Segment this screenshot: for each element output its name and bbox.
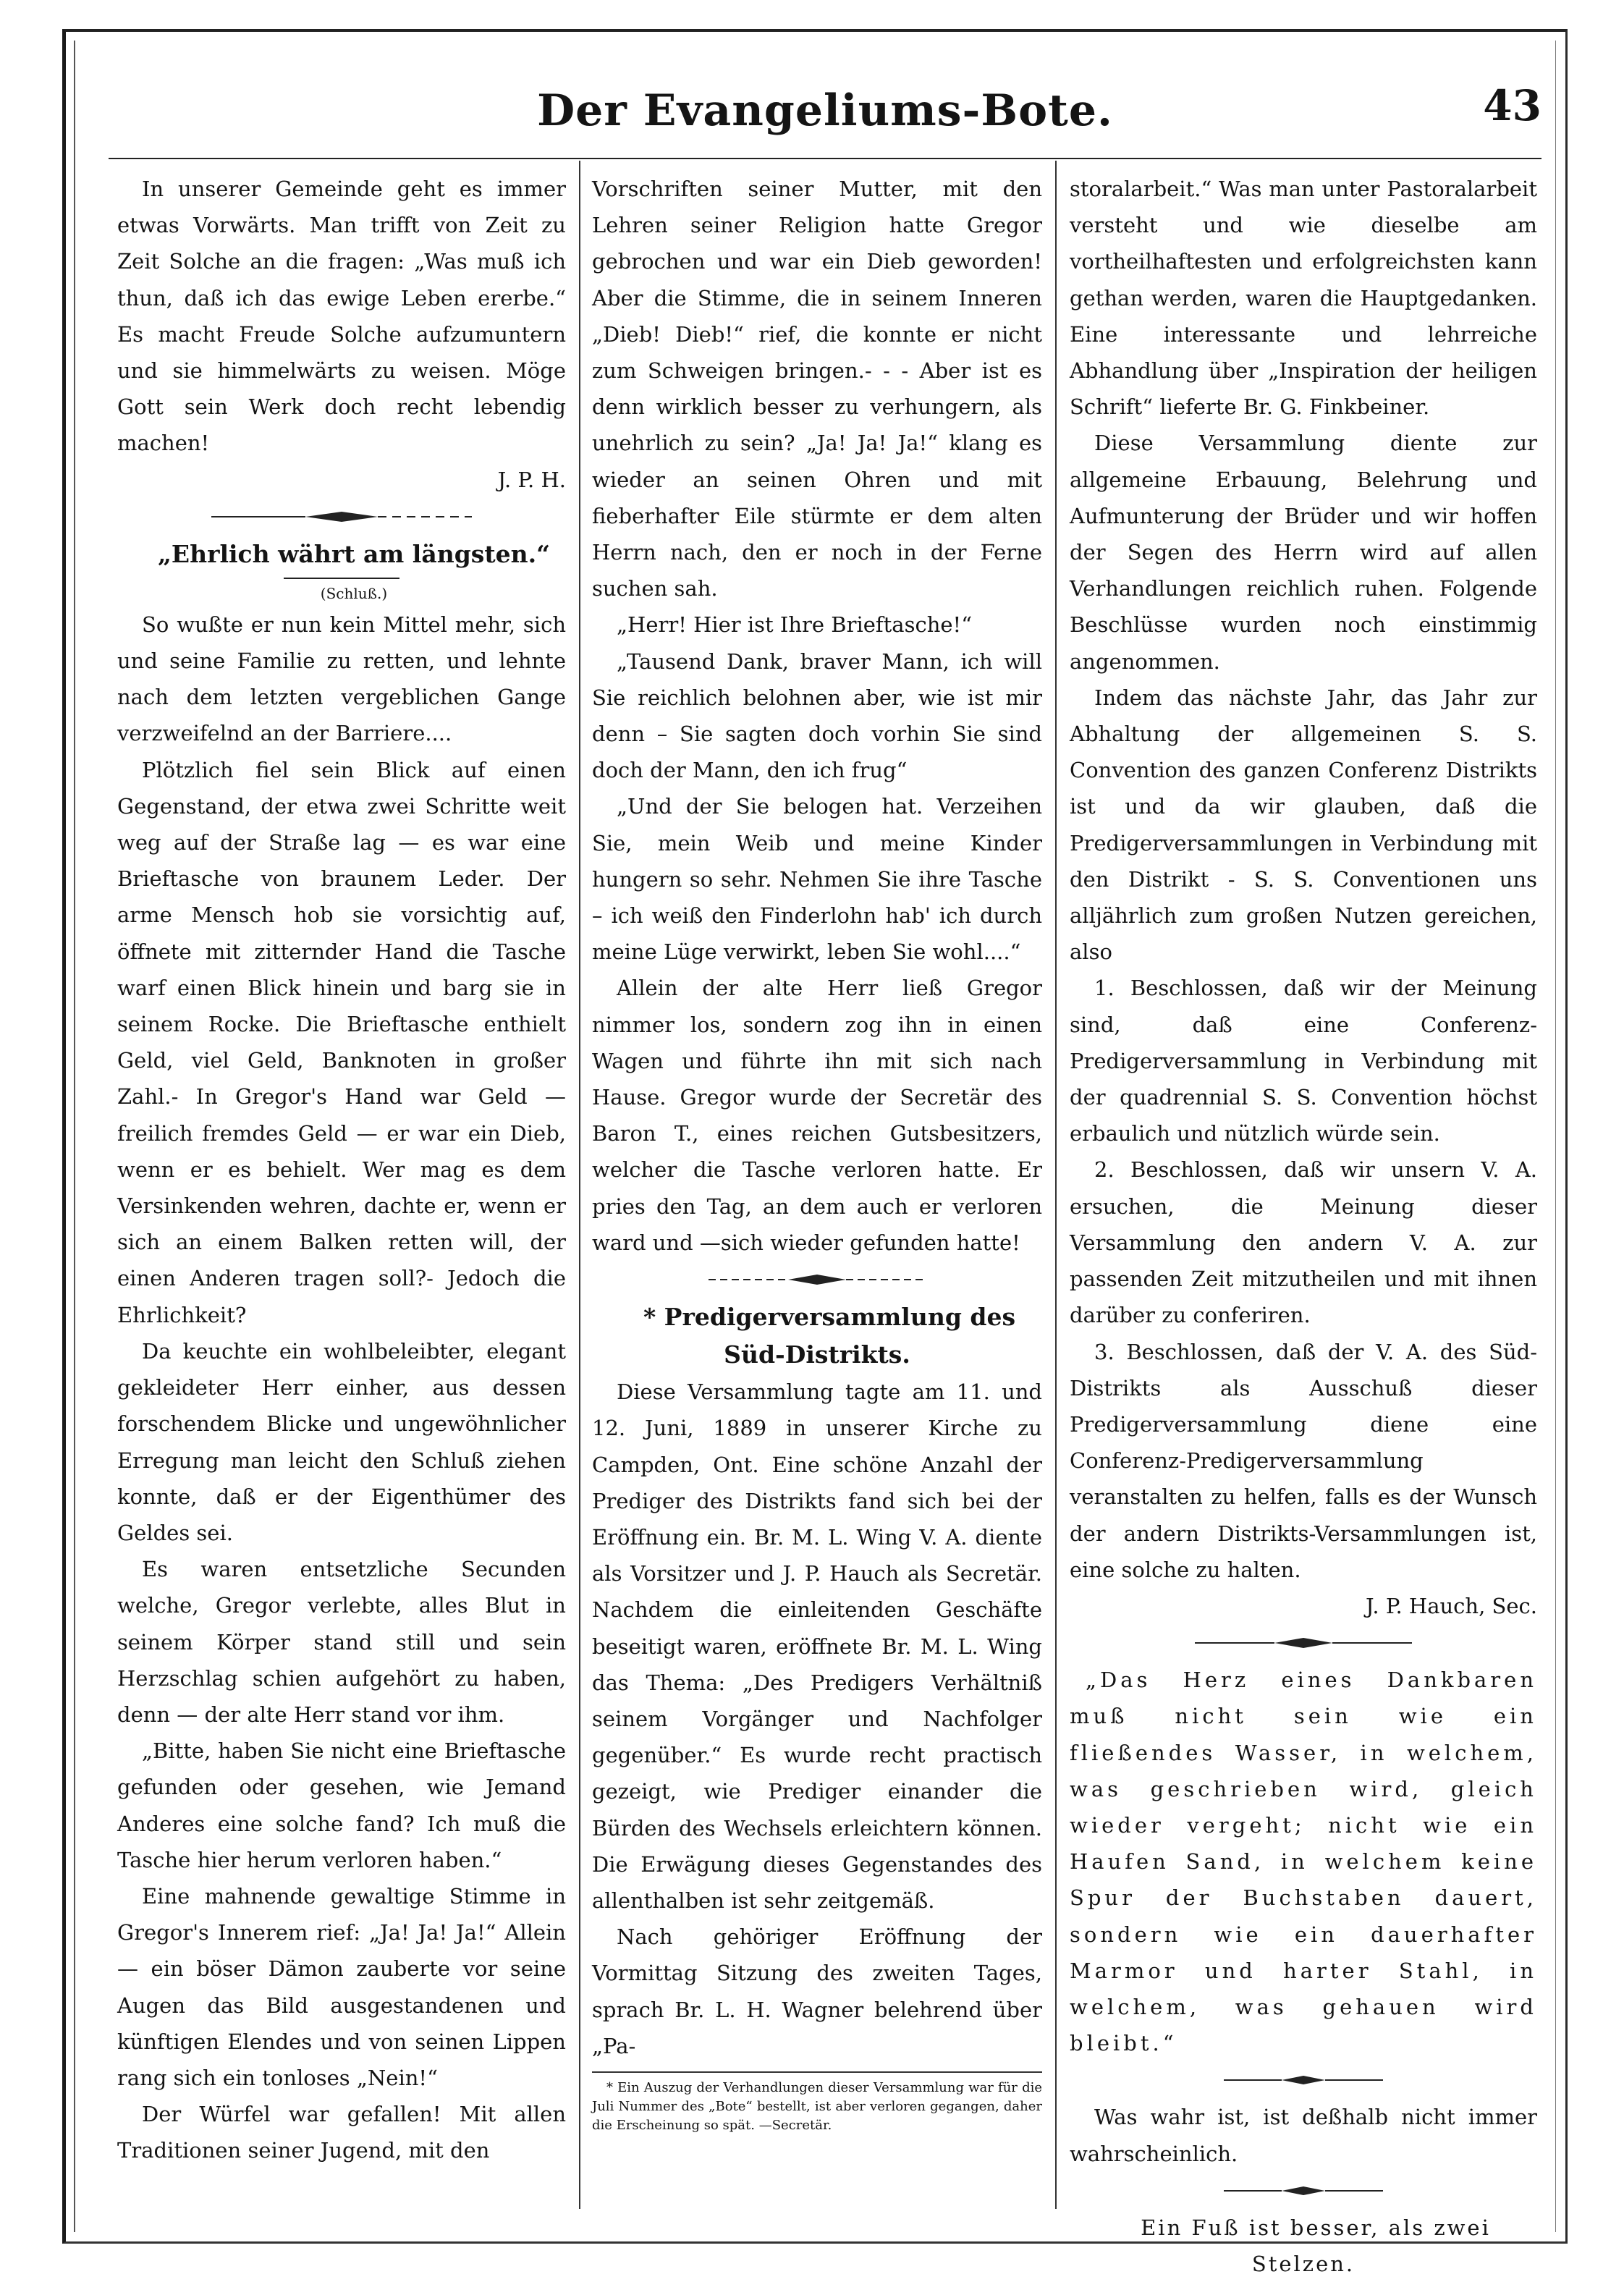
ornament-divider xyxy=(117,498,566,536)
story-paragraph: „Herr! Hier ist Ihre Brieftasche!“ xyxy=(617,612,973,638)
ornament-divider xyxy=(1070,1624,1537,1662)
report-signature: J. P. Hauch, Sec. xyxy=(1366,1593,1537,1618)
report-title: * Predigerversammlung des Süd-Distrikts. xyxy=(643,1303,1016,1369)
ornament-divider xyxy=(1070,2061,1537,2099)
story-paragraph: Allein der alte Herr ließ Gregor nimmer los, sondern zog ihn in einen Wagen und führte ihn mit sich nach Hause. Gregor wurde der Secretär des Baron T., eines reichen Gutsbesitzers, welcher die Tasche verloren hatte. Er pries den Tag, an dem auch er verloren ward und —sich wieder gefunden hatte! xyxy=(592,976,1042,1255)
column-1 xyxy=(117,171,566,2169)
story-paragraph: Da keuchte ein wohlbeleibter, elegant gekleideter Herr einher, aus dessen forschendem Blicke und ungewöhnlicher Erregung man leicht den Schluß ziehen konnte, daß er der Eigenthümer des Geldes sei. xyxy=(117,1338,566,1545)
story-paragraph: „Tausend Dank, braver Mann, ich will Sie reichlich belohnen aber, wie ist mir denn – Sie sagten doch vorhin Sie sind doch der Mann, den ich frug“ xyxy=(592,648,1042,783)
resolution: 1. Beschlossen, daß wir der Meinung sind, daß eine Conferenz-Predigerversammlung in Verbindung mit der quadrennial S. S. Convention höchst erbaulich und nützlich würde sein. xyxy=(1070,976,1537,1146)
report-paragraph: Nach gehöriger Eröffnung der Vormittag Sitzung des zweiten Tages, sprach Br. L. H. Wagner belehrend über „Pa- xyxy=(592,1924,1042,2058)
title-rule xyxy=(284,578,399,579)
story-paragraph: „Und der Sie belogen hat. Verzeihen Sie, mein Weib und meine Kinder hungern so sehr. Nehmen Sie ihre Tasche – ich weiß den Finderlohn hab' ich durch meine Lüge verwirkt, leben Sie wohl....“ xyxy=(592,794,1042,965)
page-number: 43 xyxy=(1483,81,1541,130)
column-2 xyxy=(592,171,1042,2135)
story-title: „Ehrlich währt am längsten.“ xyxy=(157,539,551,568)
story-paragraph: Eine mahnende gewaltige Stimme in Gregor's Innerem rief: „Ja! Ja! Ja!“ Allein — ein böser Dämon zauberte vor seine Augen das Bild ausgestandenen und künftigen Elendes und von seinen Lippen rang sich ein tonloses „Nein!“ xyxy=(117,1883,566,2090)
resolution: 2. Beschlossen, daß wir unsern V. A. ersuchen, die Meinung dieser Versammlung den andern V. A. zur passenden Zeit mitzutheilen und mit ihnen darüber zu conferiren. xyxy=(1070,1157,1537,1328)
story-paragraph: So wußte er nun kein Mittel mehr, sich und seine Familie zu retten, und lehnte nach dem letzten vergeblichen Gange verzweifelnd an der Barriere.... xyxy=(117,612,566,746)
column-divider xyxy=(579,161,580,2209)
story-paragraph: Es waren entsetzliche Secunden welche, Gregor verlebte, alles Blut in seinem Körper stand still und sein Herzschlag schien aufgehört zu haben, denn — der alte Herr stand vor ihm. xyxy=(117,1557,566,1727)
story-paragraph: Plötzlich fiel sein Blick auf einen Gegenstand, der etwa zwei Schritte weit weg auf der Straße lag — es war eine Brieftasche von braunem Leder. Der arme Mensch hob sie vorsichtig auf, öffnete mit zitternder Hand die Tasche warf einen Blick hinein und barg sie in seinem Rocke. Die Brieftasche enthielt Geld, viel Geld, Banknoten in großer Zahl.- In Gregor's Hand war Geld — freilich fremdes Geld — er war ein Dieb, wenn er es behielt. Wer mag es dem Versinkenden wehren, dachte er, wenn er sich an einem Balken retten will, der einen Anderen tragen soll?- Jedoch die Ehrlichkeit? xyxy=(117,757,566,1327)
ornament-divider xyxy=(1070,2172,1537,2210)
header-rule xyxy=(109,158,1541,159)
resolution: 3. Beschlossen, daß der V. A. des Süd-Distrikts als Ausschuß dieser Predigerversammlung diene eine Conferenz-Predigerversammlung veranstalten zu helfen, falls es der Wunsch der andern Distrikts-Versammlungen ist, eine solche zu halten. xyxy=(1070,1339,1537,1582)
intro-paragraph: In unserer Gemeinde geht es immer etwas Vorwärts. Man trifft von Zeit zu Zeit Solche an die fragen: „Was muß ich thun, daß ich das ewige Leben ererbe.“ Es macht Freude Solche aufzumuntern und sie himmelwärts zu weisen. Möge Gott sein Werk doch recht lebendig machen! xyxy=(117,177,566,456)
column-divider xyxy=(1055,161,1057,2209)
ornament-divider xyxy=(592,1261,1042,1298)
report-paragraph: Diese Versammlung diente zur allgemeine Erbauung, Belehrung und Aufmunterung der Brüder und wir hoffen der Segen des Herrn wird auf allen Verhandlungen reichlich ruhen. Folgende Beschlüsse wurden noch einstimmig angenommen. xyxy=(1070,431,1537,674)
motto-block xyxy=(1070,1662,1537,2061)
masthead xyxy=(109,72,1541,152)
maxim: Was wahr ist, ist deßhalb nicht immer wahrscheinlich. xyxy=(1070,2105,1537,2166)
story-paragraph: Vorschriften seiner Mutter, mit den Lehren seiner Religion hatte Gregor gebrochen und war ein Dieb geworden! Aber die Stimme, die in seinem Inneren „Dieb! Dieb!“ rief, die konnte er nicht zum Schweigen bringen.- - - Aber ist es denn wirklich besser zu verhungern, als unehrlich zu sein? „Ja! Ja! Ja!“ klang es wieder an seinen Ohren und mit fieberhafter Eile stürmte er dem alten Herrn nach, den er noch in der Ferne suchen sah. xyxy=(592,177,1042,601)
motto-text: „Das Herz eines Dankbaren muß nicht sein wie ein fließendes Wasser, in welchem, was geschrieben wird, gleich wieder vergeht; nicht wie ein Haufen Sand, in welchem keine Spur der Buchstaben dauert, sondern wie ein dauerhafter Marmor und harter Stahl, in welchem, was gehauen wird bleibt.“ xyxy=(1070,1668,1537,2056)
story-paragraph: Der Würfel war gefallen! Mit allen Traditionen seiner Jugend, mit den xyxy=(117,2102,566,2163)
story-paragraph: „Bitte, haben Sie nicht eine Brieftasche gefunden oder gesehen, wie Jemand Anderes eine solche fand? Ich muß die Tasche hier herum verloren haben.“ xyxy=(117,1738,566,1872)
closing-proverb: Ein Fuß ist besser, als zwei Stelzen. xyxy=(1141,2215,1491,2276)
journal-title: Der Evangeliums-Bote. xyxy=(537,85,1113,136)
report-paragraph: Indem das nächste Jahr, das Jahr zur Abhaltung der allgemeinen S. S. Convention des ganzen Conferenz Distrikts ist und da wir glauben, daß die Predigerversammlungen in Verbindung mit den Distrikt - S. S. Conventionen uns alljährlich zum großen Nutzen gereichen, also xyxy=(1070,685,1537,965)
footnote xyxy=(592,2071,1042,2135)
column-3 xyxy=(1070,171,1537,2282)
story-note: (Schluß.) xyxy=(320,584,388,602)
footnote-text: * Ein Auszug der Verhandlungen dieser Versammlung war für die Juli Nummer des „Bote“ bestellt, ist aber verloren gegangen, daher die Erscheinung so spät. —Secretär. xyxy=(592,2079,1042,2133)
report-paragraph: storalarbeit.“ Was man unter Pastoralarbeit versteht und wie dieselbe am vortheilhaftesten und erfolgreichsten kann gethan werden, waren die Hauptgedanken. Eine interessante und lehrreiche Abhandlung über „Inspiration der heiligen Schrift“ lieferte Br. G. Finkbeiner. xyxy=(1070,177,1537,420)
intro-signature: J. P. H. xyxy=(497,467,566,492)
report-paragraph: Diese Versammlung tagte am 11. und 12. Juni, 1889 in unserer Kirche zu Campden, Ont. Eine schöne Anzahl der Prediger des Distrikts fand sich bei der Eröffnung ein. Br. M. L. Wing V. A. diente als Vorsitzer und J. P. Hauch als Secretär. Nachdem die einleitenden Geschäfte beseitigt waren, eröffnete Br. M. L. Wing das Thema: „Des Predigers Verhältniß seinem Vorgänger und Nachfolger gegenüber.“ Es wurde recht practisch gezeigt, wie Prediger einander die Bürden des Wechsels erleichtern können. Die Erwägung dieses Gegenstandes des allenthalben ist sehr zeitgemäß. xyxy=(592,1379,1042,1913)
